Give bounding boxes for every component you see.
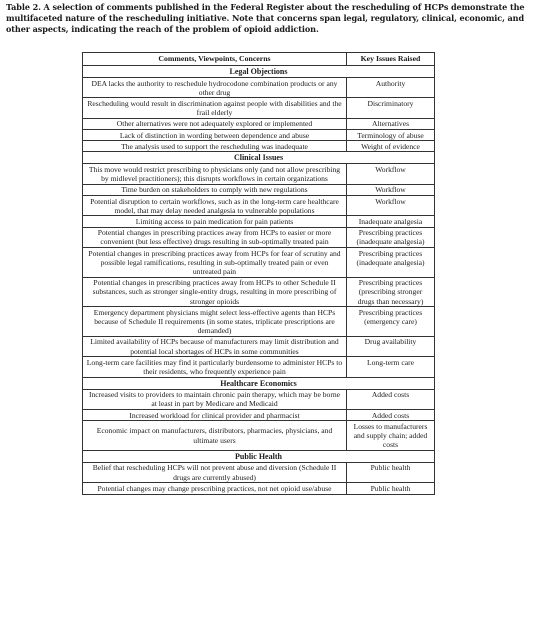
section-header-row [83,377,435,389]
table-row [83,184,435,195]
key-issue-cell: Long-term care [347,357,435,377]
table-row [83,389,435,409]
key-issue-cell: Prescribing practices (inadequate analgesia) [347,227,435,247]
key-issue-cell: Authority [347,78,435,98]
table-row [83,78,435,98]
comment-cell: Limiting access to pain medication for pain patients [83,216,347,227]
comment-cell: Potential disruption to certain workflows, such as in the long-term care healthcare model, that may delay needed analgesia to vulnerable populations [83,196,347,216]
comment-cell: Rescheduling would result in discrimination against people with disabilities and the frail elderly [83,98,347,118]
key-issue-cell: Inadequate analgesia [347,216,435,227]
comment-cell: DEA lacks the authority to reschedule hydrocodone combination products or any other drug [83,78,347,98]
key-issue-cell: Workflow [347,164,435,184]
header-comments: Comments, Viewpoints, Concerns [83,53,347,66]
section-header-row [83,66,435,78]
section-title: Public Health [83,450,435,462]
comment-cell: Increased workload for clinical provider and pharmacist [83,410,347,421]
table-row [83,130,435,141]
comment-cell: Other alternatives were not adequately explored or implemented [83,118,347,129]
table-body [83,66,435,495]
key-issue-cell: Added costs [347,410,435,421]
key-issue-cell: Discriminatory [347,98,435,118]
table-row [83,141,435,152]
table-row [83,164,435,184]
table-row [83,336,435,356]
key-issue-cell: Prescribing practices (emergency care) [347,307,435,337]
table-row [83,462,435,482]
key-issue-cell: Prescribing practices (inadequate analgesia) [347,248,435,278]
table-row [83,307,435,337]
comment-cell: Potential changes may change prescribing practices, not net opioid use/abuse [83,483,347,494]
comment-cell: Long-term care facilities may find it particularly burdensome to administer HCPs to their residents, who frequently experience pain [83,357,347,377]
table-row [83,118,435,129]
table-row [83,196,435,216]
comments-table [82,52,435,495]
table-row [83,421,435,451]
header-key-issues: Key Issues Raised [347,53,435,66]
table-row [83,410,435,421]
key-issue-cell: Terminology of abuse [347,130,435,141]
section-title: Clinical Issues [83,152,435,164]
comment-cell: Lack of distinction in wording between dependence and abuse [83,130,347,141]
key-issue-cell: Drug availability [347,336,435,356]
key-issue-cell: Public health [347,483,435,494]
table-row [83,227,435,247]
comment-cell: Emergency department physicians might select less-effective agents than HCPs because of Schedule II requirements (in some states, triplicate prescriptions are demanded) [83,307,347,337]
key-issue-cell: Weight of evidence [347,141,435,152]
header-row [83,53,435,66]
table-caption: Table 2. A selection of comments published in the Federal Register about the rescheduling of HCPs demonstrate the multifaceted nature of the rescheduling initiative. Note that concerns span legal, regulatory, clinical, economic, and other aspects, indicating the reach of the problem of opioid addiction. [6,2,525,34]
table-row [83,98,435,118]
table-row [83,216,435,227]
comment-cell: Time burden on stakeholders to comply with new regulations [83,184,347,195]
comment-cell: Potential changes in prescribing practices away from HCPs to other Schedule II substances, such as stronger single-entity drugs, resulting in more prescribing of stronger opioids [83,277,347,307]
comment-cell: This move would restrict prescribing to physicians only (and not allow prescribing by midlevel practitioners); this disrupts workflows in certain organizations [83,164,347,184]
key-issue-cell: Workflow [347,184,435,195]
key-issue-cell: Prescribing practices (prescribing stronger drugs than necessary) [347,277,435,307]
comment-cell: Potential changes in prescribing practices away from HCPs to easier or more convenient (but less effective) drugs resulting in sub-optimally treated pain [83,227,347,247]
section-title: Healthcare Economics [83,377,435,389]
comment-cell: The analysis used to support the rescheduling was inadequate [83,141,347,152]
table-row [83,277,435,307]
comment-cell: Belief that rescheduling HCPs will not prevent abuse and diversion (Schedule II drugs are currently abused) [83,462,347,482]
key-issue-cell: Losses to manufacturers and supply chain; added costs [347,421,435,451]
table-row [83,483,435,494]
key-issue-cell: Workflow [347,196,435,216]
section-title: Legal Objections [83,66,435,78]
table-row [83,248,435,278]
section-header-row [83,450,435,462]
table-row [83,357,435,377]
section-header-row [83,152,435,164]
comment-cell: Limited availability of HCPs because of manufacturers may limit distribution and potential local shortages of HCPs in some communities [83,336,347,356]
key-issue-cell: Public health [347,462,435,482]
key-issue-cell: Alternatives [347,118,435,129]
comment-cell: Economic impact on manufacturers, distributors, pharmacies, physicians, and ultimate users [83,421,347,451]
comment-cell: Increased visits to providers to maintain chronic pain therapy, which may be borne at least in part by Medicare and Medicaid [83,389,347,409]
key-issue-cell: Added costs [347,389,435,409]
comment-cell: Potential changes in prescribing practices away from HCPs for fear of scrutiny and possible legal ramifications, resulting in sub-optimally treated pain or even untreated pain [83,248,347,278]
